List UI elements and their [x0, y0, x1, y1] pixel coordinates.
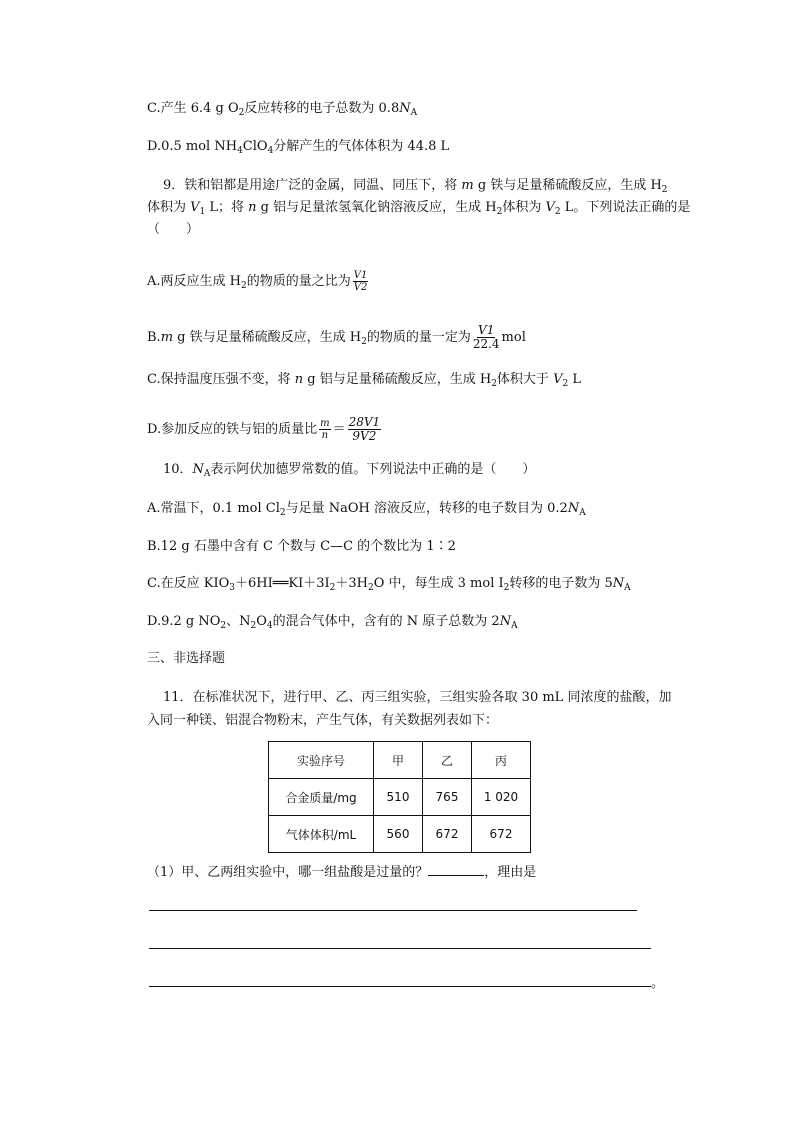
q10-option-a: A.常温下，0.1 mol $Cl_2$与足量 NaOH 溶液反应，转移的电子数目为 $0.2N_A$: [147, 501, 586, 518]
table-cell: 560: [374, 816, 423, 853]
option-d-prev: D.0.5 mol $NH_4ClO_4$分解产生的气体体积为 44.8 L: [147, 139, 450, 156]
table-cell: 1 020: [472, 779, 531, 816]
table-header-cell: 丙: [472, 742, 531, 779]
end-mark: 。: [651, 976, 665, 991]
table-cell: 672: [472, 816, 531, 853]
q11-subquestion-1: （1）甲、乙两组实验中，哪一组盐酸是过量的？ ，理由是: [147, 865, 537, 880]
table-row: [269, 779, 531, 816]
q9-option-a: A.两反应生成 $H_2$的物质的量之比为 $\frac{V1}{V2}$: [147, 270, 368, 293]
table-cell: 510: [374, 779, 423, 816]
q11-stem-line1: 11．在标准状况下，进行甲、乙、丙三组实验，三组实验各取 30 mL 同浓度的盐酸，加: [163, 690, 672, 705]
fraction: $\frac{V1}{22.4}$: [472, 323, 500, 351]
table-header-cell: 乙: [423, 742, 472, 779]
table-cell: 合金质量/mg: [269, 779, 374, 816]
q10-stem: 10．$N_A$表示阿伏加德罗常数的值。下列说法中正确的是（ ）: [163, 462, 536, 479]
q10-option-b: B.12 g 石墨中含有 C 个数与 C—C 的个数比为 1∶2: [147, 539, 456, 554]
option-c-prev: C.产生 6.4 g $O_2$反应转移的电子总数为 $0.8N_A$: [147, 101, 418, 118]
table-cell: 气体体积/mL: [269, 816, 374, 853]
q9-option-b: B.m g 铁与足量稀硫酸反应，生成 $H_2$的物质的量一定为 $\frac{V1}{22.4}$ mol: [147, 323, 526, 351]
table-cell: 765: [423, 779, 472, 816]
section-heading: 三、非选择题: [147, 651, 226, 666]
q10-option-d: D.9.2 g $NO_2$、$N_2O_4$的混合气体中，含有的 N 原子总数为 $2N_A$: [147, 614, 518, 631]
answer-line[interactable]: [149, 910, 637, 911]
table-header-cell: 实验序号: [269, 742, 374, 779]
table-row: [269, 816, 531, 853]
answer-line[interactable]: [149, 948, 651, 949]
q9-stem-line1: 9．铁和铝都是用途广泛的金属，同温、同压下，将 m g 铁与足量稀硫酸反应，生成 $H_2$: [163, 178, 668, 195]
q9-stem-line2: 体积为 $V_1$ L；将 n g 铝与足量浓氢氧化钠溶液反应，生成 $H_2$体积为 $V_2$ L。下列说法正确的是: [147, 200, 691, 217]
answer-blank[interactable]: [428, 863, 484, 876]
q10-option-c: C.在反应 $KIO_3+6HI══KI+3I_2+3H_2O$ 中，每生成 3 mol $I_2$转移的电子数为 $5N_A$: [147, 576, 631, 593]
fraction: $\frac{m}{n}$: [320, 418, 330, 441]
fraction: $\frac{28V1}{9V2}$: [348, 415, 381, 443]
answer-line[interactable]: [149, 986, 651, 987]
q9-option-c: C.保持温度压强不变，将 n g 铝与足量稀硫酸反应，生成 $H_2$体积大于 $V_2$ L: [147, 372, 581, 389]
data-table: [268, 741, 531, 853]
table-header-row: [269, 742, 531, 779]
table-cell: 672: [423, 816, 472, 853]
q9-option-d: D.参加反应的铁与铝的质量比 $\frac{m}{n}$ ＝ $\frac{28V1}{9V2}$: [147, 415, 381, 443]
fraction: $\frac{V1}{V2}$: [353, 270, 368, 293]
table-header-cell: 甲: [374, 742, 423, 779]
q9-answer-bracket: （ ）: [147, 222, 200, 237]
q11-stem-line2: 入同一种镁、铝混合物粉末，产生气体，有关数据列表如下：: [147, 713, 499, 728]
